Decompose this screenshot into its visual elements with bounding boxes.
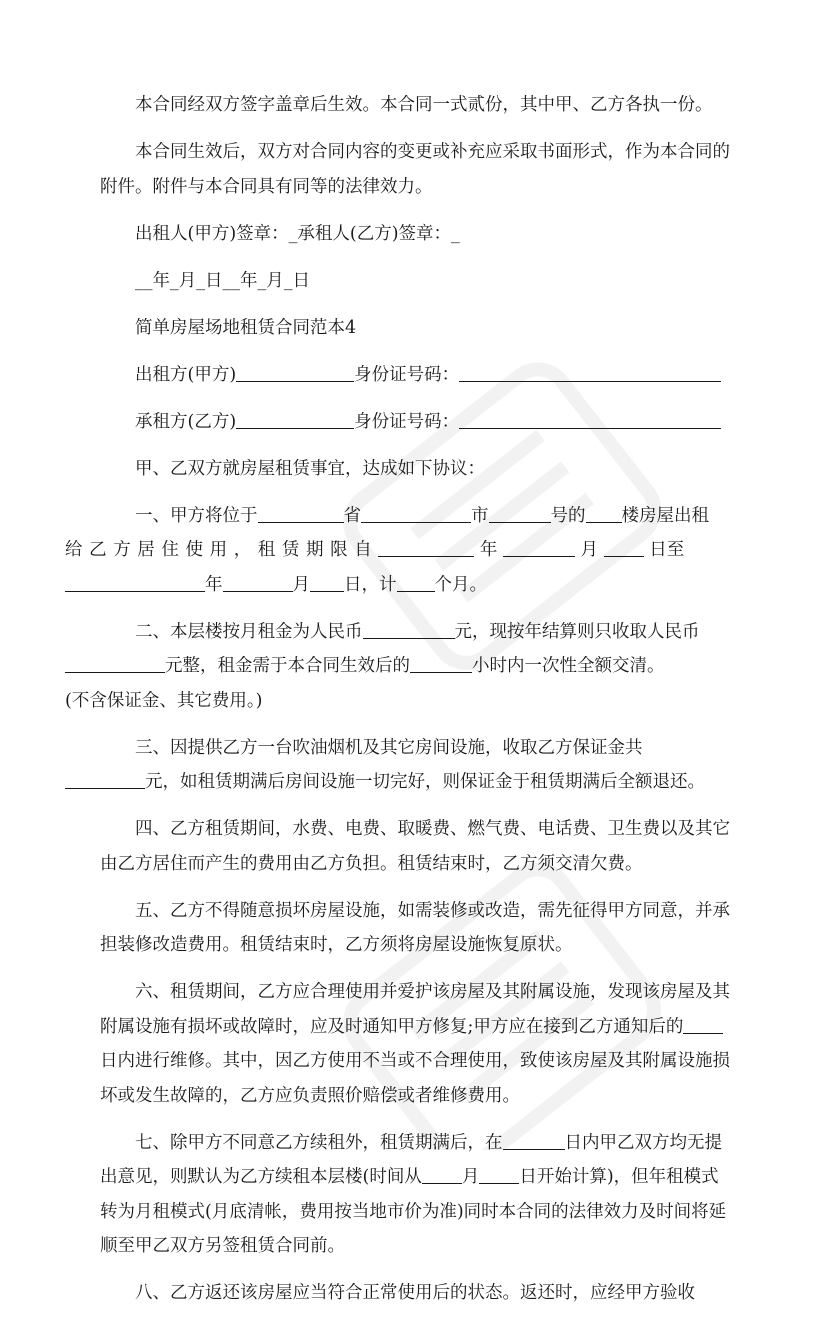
clause-8: 八、乙方返还该房屋应当符合正常使用后的状态。返还时，应经甲方验收 — [135, 1283, 695, 1303]
clause-2-text-a: 二、本层楼按月租金为人民币 — [135, 621, 363, 642]
clause-1-text-l: 日，计 — [344, 574, 397, 595]
clause-3 — [100, 731, 730, 800]
start-year-field — [378, 536, 474, 557]
clause-1-text-c: 市 — [471, 505, 489, 526]
clause-1-text-k: 月 — [292, 574, 310, 595]
clause-2-text-b: 元，现按年结算则只收取人民币 — [454, 621, 700, 642]
date-line: __年_月_日__年_月_日 — [135, 270, 310, 291]
city-field — [361, 502, 471, 523]
deposit-field — [65, 768, 145, 789]
clause-1-text-b: 省 — [343, 505, 361, 526]
lessor-label: 出租方(甲方) — [135, 364, 237, 385]
end-month-field — [223, 571, 293, 592]
lessor-name-field — [236, 361, 354, 382]
clause-1-text-m: 个月。 — [434, 574, 487, 595]
clause-3-text-a: 三、因提供乙方一台吹油烟机及其它房间设施，收取乙方保证金共 — [135, 737, 643, 758]
clause-1-text-a: 一、甲方将位于 — [135, 505, 258, 526]
clause-7 — [100, 1126, 730, 1264]
contract-body — [65, 88, 730, 1323]
lessor-id-field — [459, 361, 721, 382]
annual-rent-field — [65, 652, 165, 673]
lessor-line — [100, 358, 730, 393]
clause-1-text-d: 号的 — [550, 505, 586, 526]
lessor-id-label: 身份证号码： — [354, 364, 460, 385]
clause-1-text-g: 年 — [479, 540, 498, 560]
clause-1-text-f: 给乙方居住使用，租赁期限自 — [65, 540, 379, 560]
clause-3-text-b: 元，如租赁期满后房间设施一切完好，则保证金于租赁期满后全额退还。 — [145, 772, 705, 792]
clause-2-text-e: (不含保证金、其它费用。) — [65, 690, 263, 711]
clause-7-text-a: 七、除甲方不同意乙方续租外，租赁期满后，在 — [135, 1132, 503, 1153]
end-year-field — [65, 571, 205, 592]
clause-1-text-h: 月 — [580, 540, 599, 560]
clause-1-text-j: 年 — [205, 574, 223, 595]
clause-2 — [65, 615, 730, 719]
number-field — [489, 502, 551, 523]
clause-2-text-d: 小时内一次性全额交清。 — [472, 656, 665, 676]
repair-days-field — [683, 1013, 723, 1034]
end-day-field — [310, 571, 344, 592]
clause-7-text-b: 日内甲乙双方均无提出意见，则默认为乙方续租本层楼(时间从 — [100, 1132, 722, 1187]
clause-6 — [100, 975, 730, 1113]
lessee-id-field — [459, 408, 721, 429]
building-field — [586, 502, 622, 523]
effect-paragraph: 本合同经双方签字盖章后生效。本合同一式贰份，其中甲、乙方各执一份。 — [135, 95, 713, 115]
clause-4: 四、乙方租赁期间，水费、电费、取暖费、燃气费、电话费、卫生费以及其它由乙方居住而产生的费用由乙方负担。租赁结束时，乙方须交清欠费。 — [100, 819, 730, 874]
clause-1-text-i: 日至 — [649, 540, 685, 560]
lessee-line — [100, 405, 730, 440]
contract-title-4: 简单房屋场地租赁合同范本4 — [135, 317, 357, 338]
clause-2-text-c: 元整，租金需于本合同生效后的 — [165, 656, 410, 676]
amendment-paragraph: 本合同生效后，双方对合同内容的变更或补充应采取书面形式，作为本合同的附件。附件与本合同具有同等的法律效力。 — [100, 142, 730, 197]
lessee-name-field — [236, 408, 354, 429]
lessee-id-label: 身份证号码： — [354, 411, 460, 432]
agreement-intro: 甲、乙双方就房屋租赁事宜，达成如下协议： — [135, 458, 485, 479]
hours-field — [410, 652, 472, 673]
monthly-rent-field — [363, 618, 455, 639]
clause-6-text-a: 六、租赁期间，乙方应合理使用并爱护该房屋及其附属设施，发现该房屋及其附属设施有损坏或故障时，应及时通知甲方修复;甲方应在接到乙方通知后的 — [100, 982, 730, 1037]
start-day-field — [604, 536, 644, 557]
months-field — [397, 571, 435, 592]
clause-7-text-c: 月 — [461, 1167, 480, 1187]
clause-1 — [65, 499, 730, 603]
clause-6-text-b: 日内进行维修。其中，因乙方使用不当或不合理使用，致使该房屋及其附属设施损坏或发生故障的，乙方应负责照价赔偿或者维修费用。 — [100, 1051, 730, 1106]
clause-7-text-d: 日开始计算)，但年租模式转为月租模式(月底清帐，费用按当地市价为准)同时本合同的法律效力及时间将延顺至甲乙双方另签租赁合同前。 — [100, 1167, 727, 1256]
lessee-label: 承租方(乙方) — [135, 411, 237, 432]
province-field — [258, 502, 344, 523]
clause-5: 五、乙方不得随意损坏房屋设施，如需装修或改造，需先征得甲方同意，并承担装修改造费用。租赁结束时，乙方须将房屋设施恢复原状。 — [100, 900, 730, 955]
start-month-field — [503, 536, 575, 557]
renewal-days-field — [503, 1129, 565, 1150]
clause-1-text-e: 楼房屋出租 — [621, 505, 709, 526]
signature-line: 出租人(甲方)签章：_承租人(乙方)签章：_ — [135, 223, 460, 244]
